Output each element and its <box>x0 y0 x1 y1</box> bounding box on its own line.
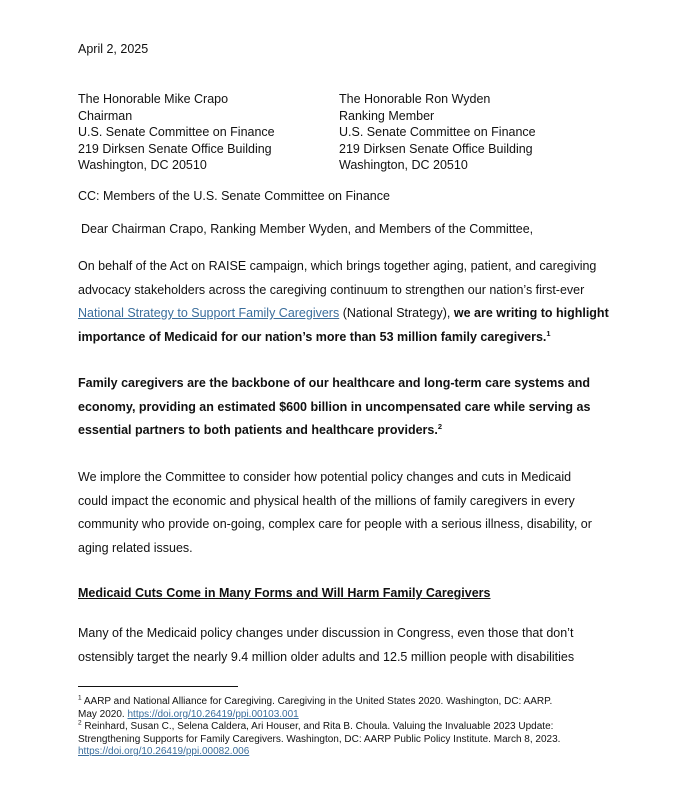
addressee-ranking-member <box>339 91 536 174</box>
footnote-number: 2 <box>78 719 82 727</box>
footnote-line <box>78 721 608 734</box>
footnote-text: Reinhard, Susan C., Selena Caldera, Ari Houser, and Rita B. Choula. Valuing the Invaluable 2023 Update: <box>81 721 554 732</box>
paragraph-bold-text: essential partners to both patients and healthcare providers. <box>78 423 438 437</box>
footnote-ref[interactable]: 2 <box>437 421 442 431</box>
footnote-text: May 2020. <box>78 708 128 720</box>
footnote-divider <box>78 686 238 687</box>
paragraph-implore <box>78 466 608 560</box>
paragraph-line: could impact the economic and physical health of the millions of family caregivers in every <box>78 493 575 508</box>
addressee-line: The Honorable Ron Wyden <box>339 92 491 106</box>
paragraph-line: community who provide on-going, complex care for people with a serious illness, disability, or <box>78 517 592 531</box>
paragraph-text: (National Strategy), <box>339 306 454 320</box>
salutation: Dear Chairman Crapo, Ranking Member Wyden, and Members of the Committee, <box>81 222 534 236</box>
paragraph-line: Family caregivers are the backbone of our healthcare and long-term care systems and <box>78 376 590 390</box>
section-heading: Medicaid Cuts Come in Many Forms and Will Harm Family Caregivers <box>78 586 491 600</box>
footnote-line <box>78 746 608 759</box>
addressee-chairman <box>78 91 275 174</box>
addressee-line: 219 Dirksen Senate Office Building <box>339 141 533 156</box>
paragraph-line: We implore the Committee to consider how potential policy changes and cuts in Medicaid <box>78 470 572 484</box>
paragraph-line <box>78 419 608 443</box>
footnote-line <box>78 696 608 709</box>
paragraph-line: aging related issues. <box>78 540 193 555</box>
footnote-doi-link[interactable]: https://doi.org/10.26419/ppi.00082.006 <box>78 746 250 757</box>
paragraph-line: ostensibly target the nearly 9.4 million older adults and 12.5 million people with disabilities <box>78 649 575 664</box>
addressee-line: Ranking Member <box>339 108 435 123</box>
addressee-line: U.S. Senate Committee on Finance <box>78 125 275 139</box>
paragraph-line <box>78 326 608 350</box>
national-strategy-link[interactable]: National Strategy to Support Family Caregivers <box>78 306 340 320</box>
addressee-line: The Honorable Mike Crapo <box>78 92 229 106</box>
addressee-line: U.S. Senate Committee on Finance <box>339 125 536 139</box>
footnotes <box>78 696 608 759</box>
addressee-line: 219 Dirksen Senate Office Building <box>78 141 272 156</box>
paragraph-line <box>78 302 608 326</box>
addressee-line: Chairman <box>78 108 133 123</box>
paragraph-policy-changes <box>78 622 608 669</box>
footnote-ref[interactable]: 1 <box>546 328 551 338</box>
addressee-line: Washington, DC 20510 <box>339 158 468 172</box>
paragraph-line: economy, providing an estimated $600 billion in uncompensated care while serving as <box>78 399 591 414</box>
footnote-doi-link[interactable]: https://doi.org/10.26419/ppi.00103.001 <box>127 708 299 720</box>
paragraph-line: On behalf of the Act on RAISE campaign, which brings together aging, patient, and caregiving <box>78 259 597 273</box>
letter-date: April 2, 2025 <box>78 42 149 56</box>
cc-line: CC: Members of the U.S. Senate Committee on Finance <box>78 189 390 203</box>
paragraph-backbone <box>78 372 608 443</box>
paragraph-line: Many of the Medicaid policy changes under discussion in Congress, even those that don’t <box>78 626 574 640</box>
footnote-line <box>78 709 608 722</box>
paragraph-line: advocacy stakeholders across the caregiving continuum to strengthen our nation’s first-ever <box>78 282 585 297</box>
footnote-number: 1 <box>78 694 82 702</box>
paragraph-bold-text: importance of Medicaid for our nation’s more than 53 million family caregivers. <box>78 329 547 344</box>
footnote-line: Strengthening Supports for Family Caregivers. Washington, DC: AARP Public Policy Institute. March 8, 2023. <box>78 733 561 745</box>
paragraph-bold-text: we are writing to highlight <box>453 306 609 320</box>
addressee-line: Washington, DC 20510 <box>78 158 207 172</box>
paragraph-intro <box>78 255 608 349</box>
footnote-text: AARP and National Alliance for Caregiving. Caregiving in the United States 2020. Washington, DC: AARP. <box>81 696 553 707</box>
